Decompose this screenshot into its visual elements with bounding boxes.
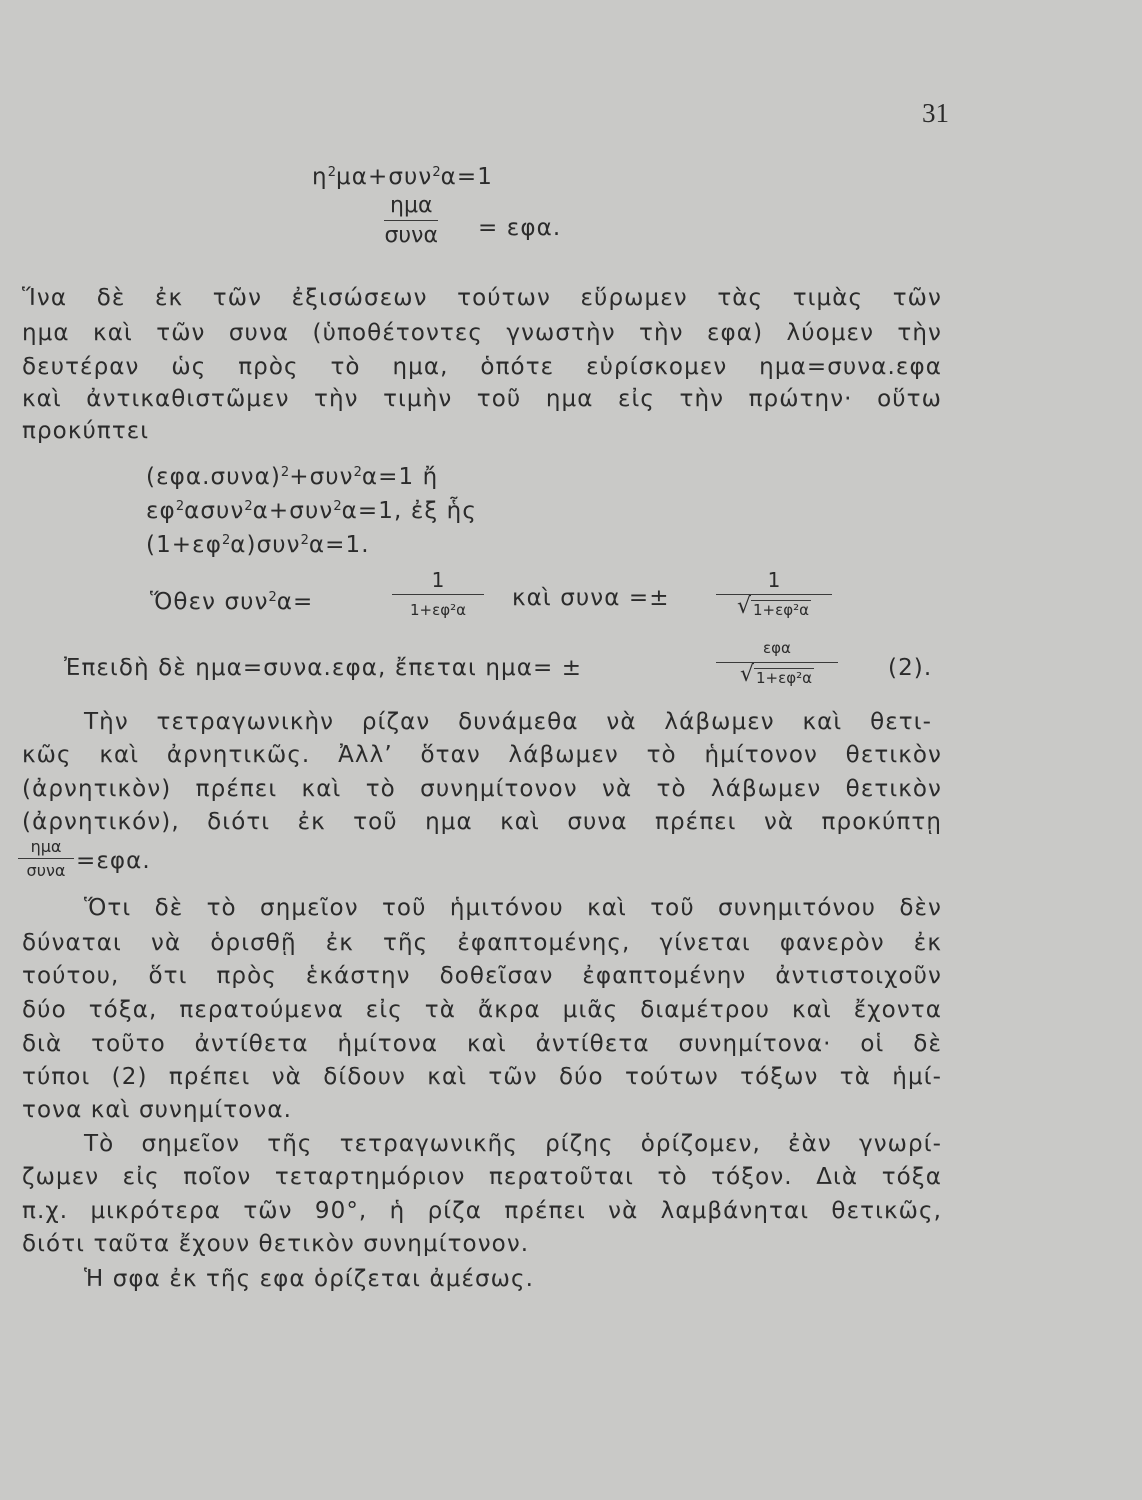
equation-substitution [146, 458, 438, 492]
eq-part: α)συν [230, 532, 301, 558]
paragraph-line: ημα καὶ τῶν συνα (ὑποθέτοντες γνωστὴν τὴν εφα) λύομεν τὴν [22, 320, 942, 346]
eq1-sup: 2 [432, 165, 441, 180]
sqrt-sign: √ 1+εφ²α [736, 594, 809, 619]
eq1-sup: 2 [327, 165, 336, 180]
paragraph-line: (ἀρνητικόν), διότι ἐκ τοῦ ημα καὶ συνα πρέπει νὰ προκύπτῃ [22, 809, 942, 835]
paragraph-line: κῶς καὶ ἀρνητικῶς. Ἀλλ’ ὅταν λάβωμεν τὸ ἡμίτονον θετικὸν [22, 742, 942, 768]
fraction-denominator: συνα [384, 223, 438, 248]
equation-cosine-mid: καὶ συνα =± [512, 585, 670, 611]
equation-factored [146, 526, 370, 560]
fraction-cos-squared [392, 568, 484, 622]
eq-sup: 2 [333, 499, 342, 514]
eq-part: (1+εφ [146, 532, 222, 558]
fraction-denominator: 1+εφ²α [755, 669, 812, 687]
eq-part: ασυν [184, 498, 245, 524]
eq-part: α=1, ἐξ ἧς [341, 498, 477, 524]
eq-sup: 2 [268, 590, 277, 605]
fraction-denominator: συνα [26, 861, 66, 880]
paragraph-line: Ὅτι δὲ τὸ σημεῖον τοῦ ἡμιτόνου καὶ τοῦ συνημιτόνου δὲν [84, 895, 942, 921]
eq-sup: 2 [244, 499, 253, 514]
eq-sup: 2 [280, 465, 290, 480]
fraction-denominator: 1+εφ²α [409, 601, 466, 619]
eq-part: Ὅθεν συν [150, 589, 269, 615]
paragraph-line: τύποι (2) πρέπει νὰ δίδουν καὶ τῶν δύο τούτων τόξων τὰ ἡμί- [22, 1064, 942, 1090]
fraction-denominator: 1+εφ²α [752, 601, 809, 619]
eq-sup: 2 [221, 533, 231, 548]
equation-expanded [146, 492, 477, 526]
fraction-numerator: εφα [716, 636, 838, 663]
eq-part: α= [276, 589, 314, 615]
fraction-numerator: 1 [392, 568, 484, 595]
eq-part: α=1 ἤ [361, 464, 439, 490]
eq-part: εφ [146, 498, 176, 524]
paragraph-line: διότι ταῦτα ἔχουν θετικὸν συνημίτονον. [22, 1231, 530, 1257]
paragraph-line: π.χ. μικρότερα τῶν 90°, ἡ ρίζα πρέπει νὰ λαμβάνηται θετικῶς, [22, 1198, 942, 1224]
fraction-sine [716, 636, 838, 690]
equation-tangent-rhs: = εφα. [478, 215, 562, 241]
paragraph-line: δύο τόξα, περατούμενα εἰς τὰ ἄκρα μιᾶς διαμέτρου καὶ ἔχοντα [22, 997, 942, 1023]
eq-sup: 2 [300, 533, 309, 548]
paragraph-line: Τὴν τετραγωνικὴν ρίζαν δυνάμεθα νὰ λάβωμεν καὶ θετι- [84, 709, 932, 735]
eq-sup: 2 [353, 465, 362, 480]
eq-part: (εφα.συνα) [146, 464, 281, 490]
eq-part: +συν [289, 464, 354, 490]
paragraph-line: ζωμεν εἰς ποῖον τεταρτημόριον περατοῦται τὸ τόξον. Διὰ τόξα [22, 1164, 942, 1190]
equation-tangent-fraction [384, 194, 438, 248]
paragraph-line: διὰ τοῦτο ἀντίθετα ἡμίτονα καὶ ἀντίθετα συνημίτονα· οἱ δὲ [22, 1031, 942, 1057]
paragraph-line: δευτέραν ὡς πρὸς τὸ ημα, ὁπότε εὑρίσκομεν ημα=συνα.εφα [22, 354, 942, 380]
eq1-part: α=1 [440, 164, 494, 190]
eq-part: α=1. [308, 532, 370, 558]
paragraph-line: προκύπτει [22, 418, 150, 444]
equation-sine-lead: Ἐπειδὴ δὲ ημα=συνα.εφα, ἔπεται ημα= ± [64, 655, 583, 681]
paragraph-line: δύναται νὰ ὁρισθῇ ἐκ τῆς ἐφαπτομένης, γίνεται φανερὸν ἐκ [22, 930, 942, 956]
equation-tag: (2). [888, 655, 933, 681]
paragraph-line: Ἡ σφα ἐκ τῆς εφα ὁρίζεται ἀμέσως. [84, 1266, 535, 1292]
paragraph-line: Τὸ σημεῖον τῆς τετραγωνικῆς ρίζης ὁρίζομεν, ἐὰν γνωρί- [84, 1131, 942, 1157]
paragraph-line: καὶ ἀντικαθιστῶμεν τὴν τιμὴν τοῦ ημα εἰς τὴν πρώτην· οὕτω [22, 386, 942, 412]
fraction-cosine [716, 568, 832, 622]
fraction-numerator: 1 [716, 568, 832, 595]
fraction-numerator: ημα [384, 194, 438, 221]
paragraph-line: τονα καὶ συνημίτονα. [22, 1097, 293, 1123]
eq-part: α+συν [252, 498, 334, 524]
fraction-numerator: ημα [18, 838, 74, 859]
paragraph-line: (ἀρνητικὸν) πρέπει καὶ τὸ συνημίτονον νὰ τὸ λάβωμεν θετικὸν [22, 776, 942, 802]
equation-cosine-lead [150, 583, 313, 617]
eq-sup: 2 [175, 499, 185, 514]
equation-small-rhs: =εφα. [76, 848, 151, 874]
eq1-part: μα+συν [335, 164, 433, 190]
paragraph-line: Ἵνα δὲ ἐκ τῶν ἐξισώσεων τούτων εὕρωμεν τὰς τιμὰς τῶν [22, 285, 942, 311]
paragraph-line: τούτου, ὅτι πρὸς ἑκάστην δοθεῖσαν ἐφαπτομένην ἀντιστοιχοῦν [22, 963, 942, 989]
equation-small-fraction [18, 838, 74, 880]
eq1-part: η [312, 164, 328, 190]
sqrt-sign: √ 1+εφ²α [739, 662, 812, 687]
page-number: 31 [922, 98, 949, 128]
equation-pythagorean [312, 158, 493, 192]
